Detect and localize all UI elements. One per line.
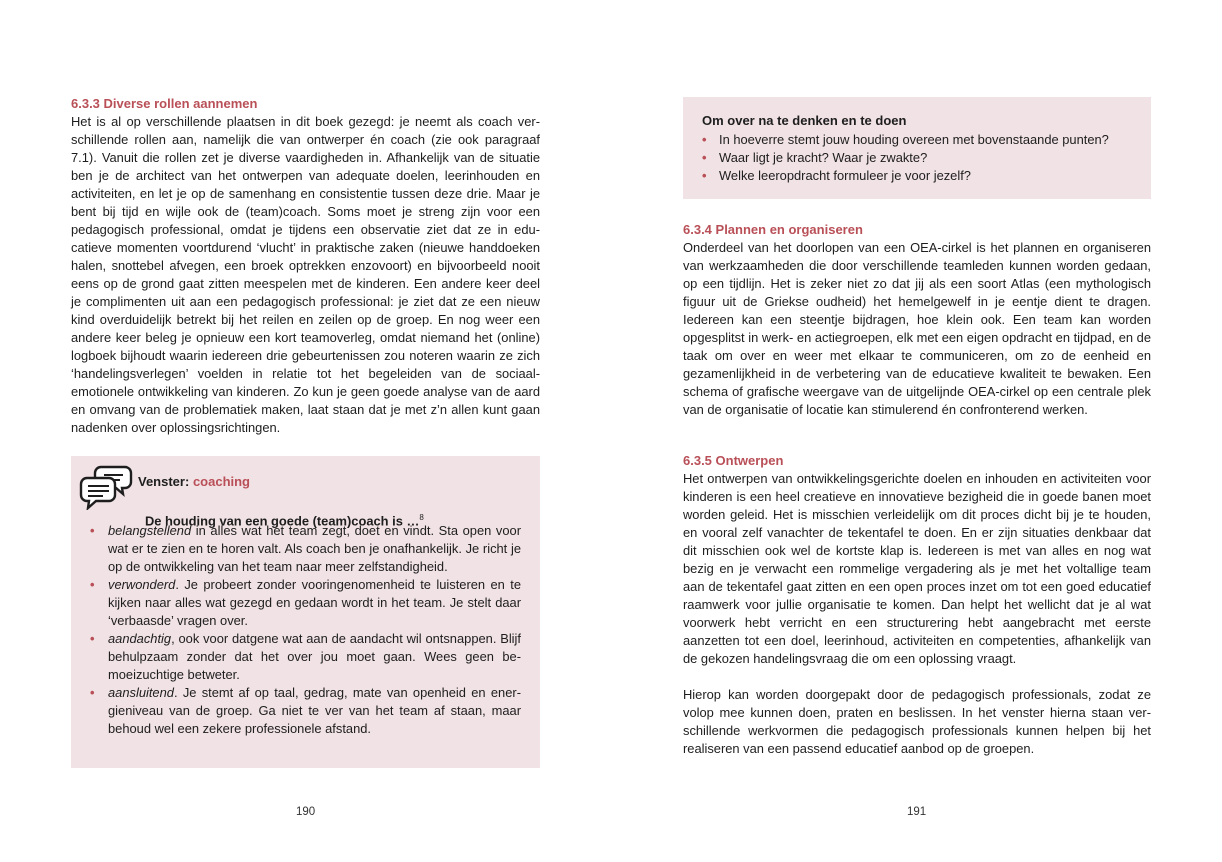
reflection-box — [683, 97, 1151, 199]
venster-label: Venster: — [138, 474, 190, 489]
venster-coaching-box — [71, 456, 540, 768]
list-item-term: belangstellend — [108, 523, 192, 538]
section-heading-ontwerpen: 6.3.5 Ontwerpen — [683, 453, 784, 468]
section-heading-plannen: 6.3.4 Plannen en organiseren — [683, 222, 863, 237]
list-item-term: aansluitend — [108, 685, 174, 700]
list-item: • Waar ligt je kracht? Waar je zwakte? — [702, 149, 1109, 167]
speech-bubbles-icon — [79, 464, 133, 510]
page-number-right: 191 — [907, 806, 927, 818]
reflection-box-title: Om over na te denken en te doen — [702, 113, 907, 128]
paragraph-diverse-rollen: Het is al op verschillende plaatsen in dit boek gezegd: je neemt als coach verschillende rollen aan, namelijk die van ontwerper én coach (zie ook paragraaf 7.1). Vanuit die rollen zet je diverse vaardigheden in. Afhankelijk van de situatie ben je de architect van het ontwerpen van adequate doelen, leerinhouden en activiteiten, en let je op de samenhang en consistentie tussen deze drie. Maar je bent bij tijd en wijle ook de (team)coach. Soms moet je streng zijn voor een pedagogisch professional, omdat je tijdens een observatie ziet dat ze in educatieve momenten voortdurend ‘vlucht’ in praktische zaken (nieuwe handdoeken halen, snottebel afvegen, een broek optrekken enzovoort) en bijvoorbeeld nooit eens op de grond gaat zitten meespelen met de kinderen. Een andere keer deel je complimenten uit aan een pedagogisch professional: je ziet dat ze een nieuw kind overduidelijk betrekt bij het reilen en zeilen op de groep. En nog weer een andere keer beleg je opnieuw een kort teamoverleg, omdat niemand het (online) logboek bijhoudt waarin iedereen drie gebeurtenissen zou noteren waarin ze zich ‘handelingsverlegen’ voelden in relatie tot het begeleiden van de sociaal-emotionele ontwikkeling van kinderen. Zo kun je geen goede analyse van de aard en omvang van de problematiek maken, laat staan dat je met z’n allen kunt gaan nadenken over oplossingsrichtingen. — [71, 114, 540, 435]
reflection-list — [702, 131, 1109, 185]
list-item-text: , ook voor datgene wat aan de aandacht wil ontsnappen. Blijf behulpzaam zonder dat het over jou moet gaan. Wees geen bemoeizuchtige betweter. — [108, 631, 521, 682]
list-item — [90, 576, 521, 630]
list-item-text: . Je stemt af op taal, gedrag, mate van openheid en energieniveau van de groep. Ga niet te ver van het team af staan, maar behoud wel een zekere professionele afstand. — [108, 685, 521, 736]
list-item: • In hoeverre stemt jouw houding overeen met bovenstaande punten? — [702, 131, 1109, 149]
footnote-marker: 8 — [419, 513, 424, 522]
list-item-text: in alles wat het team zegt, doet en vindt. Sta open voor wat er te zien en te horen valt. Als coach ben je onafhankelijk. Je richt je op de ontwikkeling van het team naar meer zelfstandigheid. — [108, 523, 521, 574]
list-item — [90, 630, 521, 684]
section-ontwerpen — [683, 452, 1151, 758]
list-item — [90, 684, 521, 738]
venster-bullet-list — [90, 522, 521, 738]
list-item: • Welke leeropdracht formuleer je voor jezelf? — [702, 167, 1109, 185]
venster-title — [138, 474, 250, 489]
venster-subheading-text: De houding van een goede (team)coach is … — [145, 513, 420, 529]
list-item-text: . Je probeert zonder vooringenomenheid te luisteren en te kijken naar alles wat gezegd en gedaan wordt in het team. Je stelt daar ‘verbaasde’ vragen over. — [108, 577, 521, 628]
venster-topic: coaching — [192, 474, 251, 489]
paragraph-ontwerpen-2: Hierop kan worden doorgepakt door de pedagogisch professionals, zodat ze volop mee kunnen doen, praten en beslissen. In het venster hierna staan verschillende werkvormen die pedagogisch professionals kunnen helpen bij het realiseren van een passend educatief aanbod op de groepen. — [683, 687, 1151, 756]
left-column — [71, 95, 540, 437]
list-item — [90, 522, 521, 576]
venster-header — [79, 464, 539, 529]
page-number-left: 190 — [296, 806, 316, 818]
section-plannen — [683, 221, 1151, 419]
list-item-term: verwonderd — [108, 577, 176, 592]
paragraph-ontwerpen-1: Het ontwerpen van ontwikkelingsgerichte doelen en inhouden en activiteiten voor kinderen is een heel creatieve en innovatieve bezigheid die in goede banen moet worden geleid. Het is misschien verleidelijk om dit proces dicht bij je te houden, en vooral zelf vanachter de tekentafel te doen. En er zijn situaties denkbaar dat dit misschien ook wel de kortste klap is. Iedereen is met van alles en nog wat bezig en je verwacht een rommelige vergadering als je met het voltallige team aan de tekentafel gaat zitten en een open proces inzet om tot een goed educatief raamwerk voor jullie organisatie te komen. Dan helpt het wellicht dat je al wat voorwerk hebt verricht en een structurering hebt aangebracht met eerste aanzetten tot een doel, leerinhoud, activiteiten en competenties, afhankelijk van de gekozen handelingsvraag die om een oplossing vraagt. — [683, 471, 1151, 666]
paragraph-plannen: Onderdeel van het doorlopen van een OEA-cirkel is het plannen en organiseren van werkzaamheden die door verschillende teamleden kunnen worden gedaan, op een tijdlijn. Het is zeker niet zo dat jij als een soort Atlas (een mythologisch figuur uit de Griekse oudheid) het hemelgewelf in je eentje dient te dragen. Iedereen kan een steentje bijdragen, hoe klein ook. Een team kan worden opgesplitst in werk- en actiegroepen, elk met een eigen opdracht en tijdpad, en de taak om over en weer met elkaar te communiceren, om zo de eenheid en gezamenlijkheid in de verbetering van de educatieve kwaliteit te bewaken. Een schema of grafische weergave van de uitgelijnde OEA-cirkel op een centrale plek van de organisatie of locatie kan stimulerend én confronterend werken. — [683, 240, 1151, 417]
list-item-term: aandachtig — [108, 631, 172, 646]
section-heading-diverse-rollen: 6.3.3 Diverse rollen aannemen — [71, 96, 258, 111]
